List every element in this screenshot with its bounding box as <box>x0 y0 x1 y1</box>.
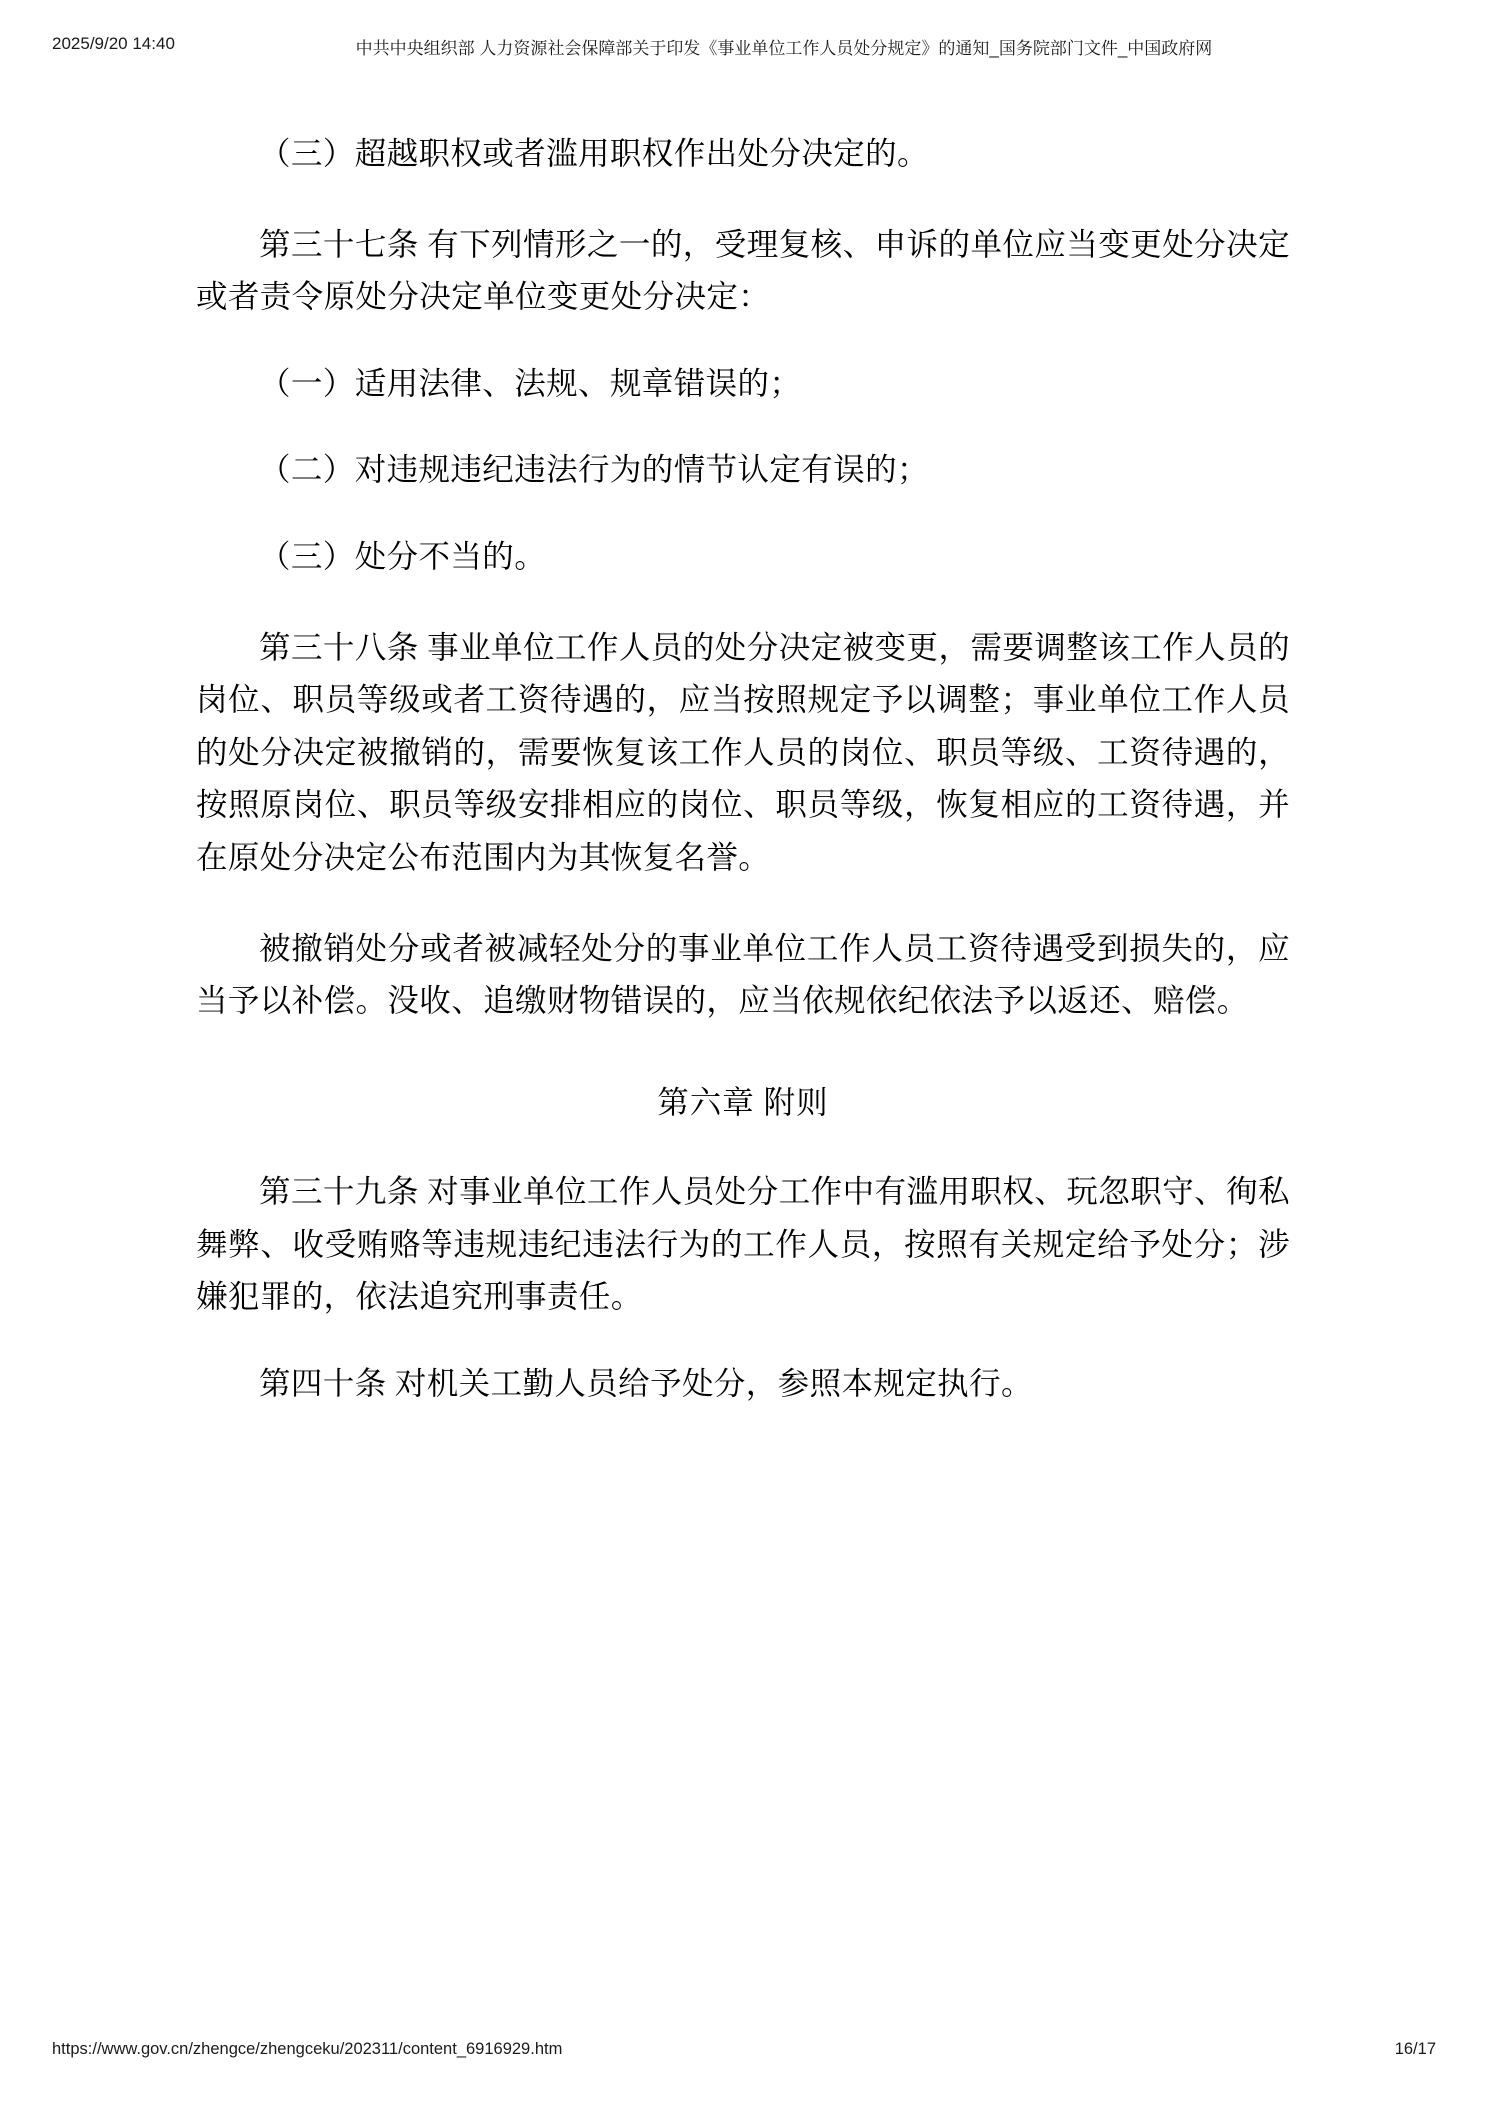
chapter-heading-6: 第六章 附则 <box>657 1084 829 1120</box>
article-40: 第四十条 对机关工勤人员给予处分，参照本规定执行。 <box>259 1365 1033 1401</box>
article-37-item-3: （三）处分不当的。 <box>259 538 547 574</box>
page-number: 16/17 <box>1394 2040 1436 2058</box>
article-38-compensation: 被撤销处分或者被减轻处分的事业单位工作人员工资待遇受到损失的，应当予以补偿。没收、追缴财物错误的，应当依规依纪依法予以返还、赔偿。 <box>196 930 1290 1019</box>
source-url[interactable]: https://www.gov.cn/zhengce/zhengceku/202311/content_6916929.htm <box>52 2040 563 2058</box>
article-39: 第三十九条 对事业单位工作人员处分工作中有滥用职权、玩忽职守、徇私舞弊、收受贿赂等违规违纪违法行为的工作人员，按照有关规定给予处分；涉嫌犯罪的，依法追究刑事责任。 <box>196 1174 1290 1315</box>
article-37: 第三十七条 有下列情形之一的，受理复核、申诉的单位应当变更处分决定或者责令原处分决定单位变更处分决定： <box>196 226 1290 315</box>
article-37-item-2: （二）对违规违纪违法行为的情节认定有误的； <box>259 452 929 488</box>
article-38: 第三十八条 事业单位工作人员的处分决定被变更，需要调整该工作人员的岗位、职员等级或者工资待遇的，应当按照规定予以调整；事业单位工作人员的处分决定被撤销的，需要恢复该工作人员的岗位、职员等级、工资待遇的，按照原岗位、职员等级安排相应的岗位、职员等级，恢复相应的工资待遇，并在原处分决定公布范围内为其恢复名誉。 <box>196 629 1290 875</box>
paragraph-item-3: （三）超越职权或者滥用职权作出处分决定的。 <box>259 136 929 171</box>
document-body <box>196 128 1290 1410</box>
print-header <box>0 34 1488 64</box>
article-37-item-1: （一）适用法律、法规、规章错误的； <box>259 365 802 401</box>
document-title: 中共中央组织部 人力资源社会保障部关于印发《事业单位工作人员处分规定》的通知_国务院部门文件_中国政府网 <box>355 39 1213 58</box>
print-date: 2025/9/20 14:40 <box>52 34 175 53</box>
print-footer <box>0 2040 1488 2066</box>
